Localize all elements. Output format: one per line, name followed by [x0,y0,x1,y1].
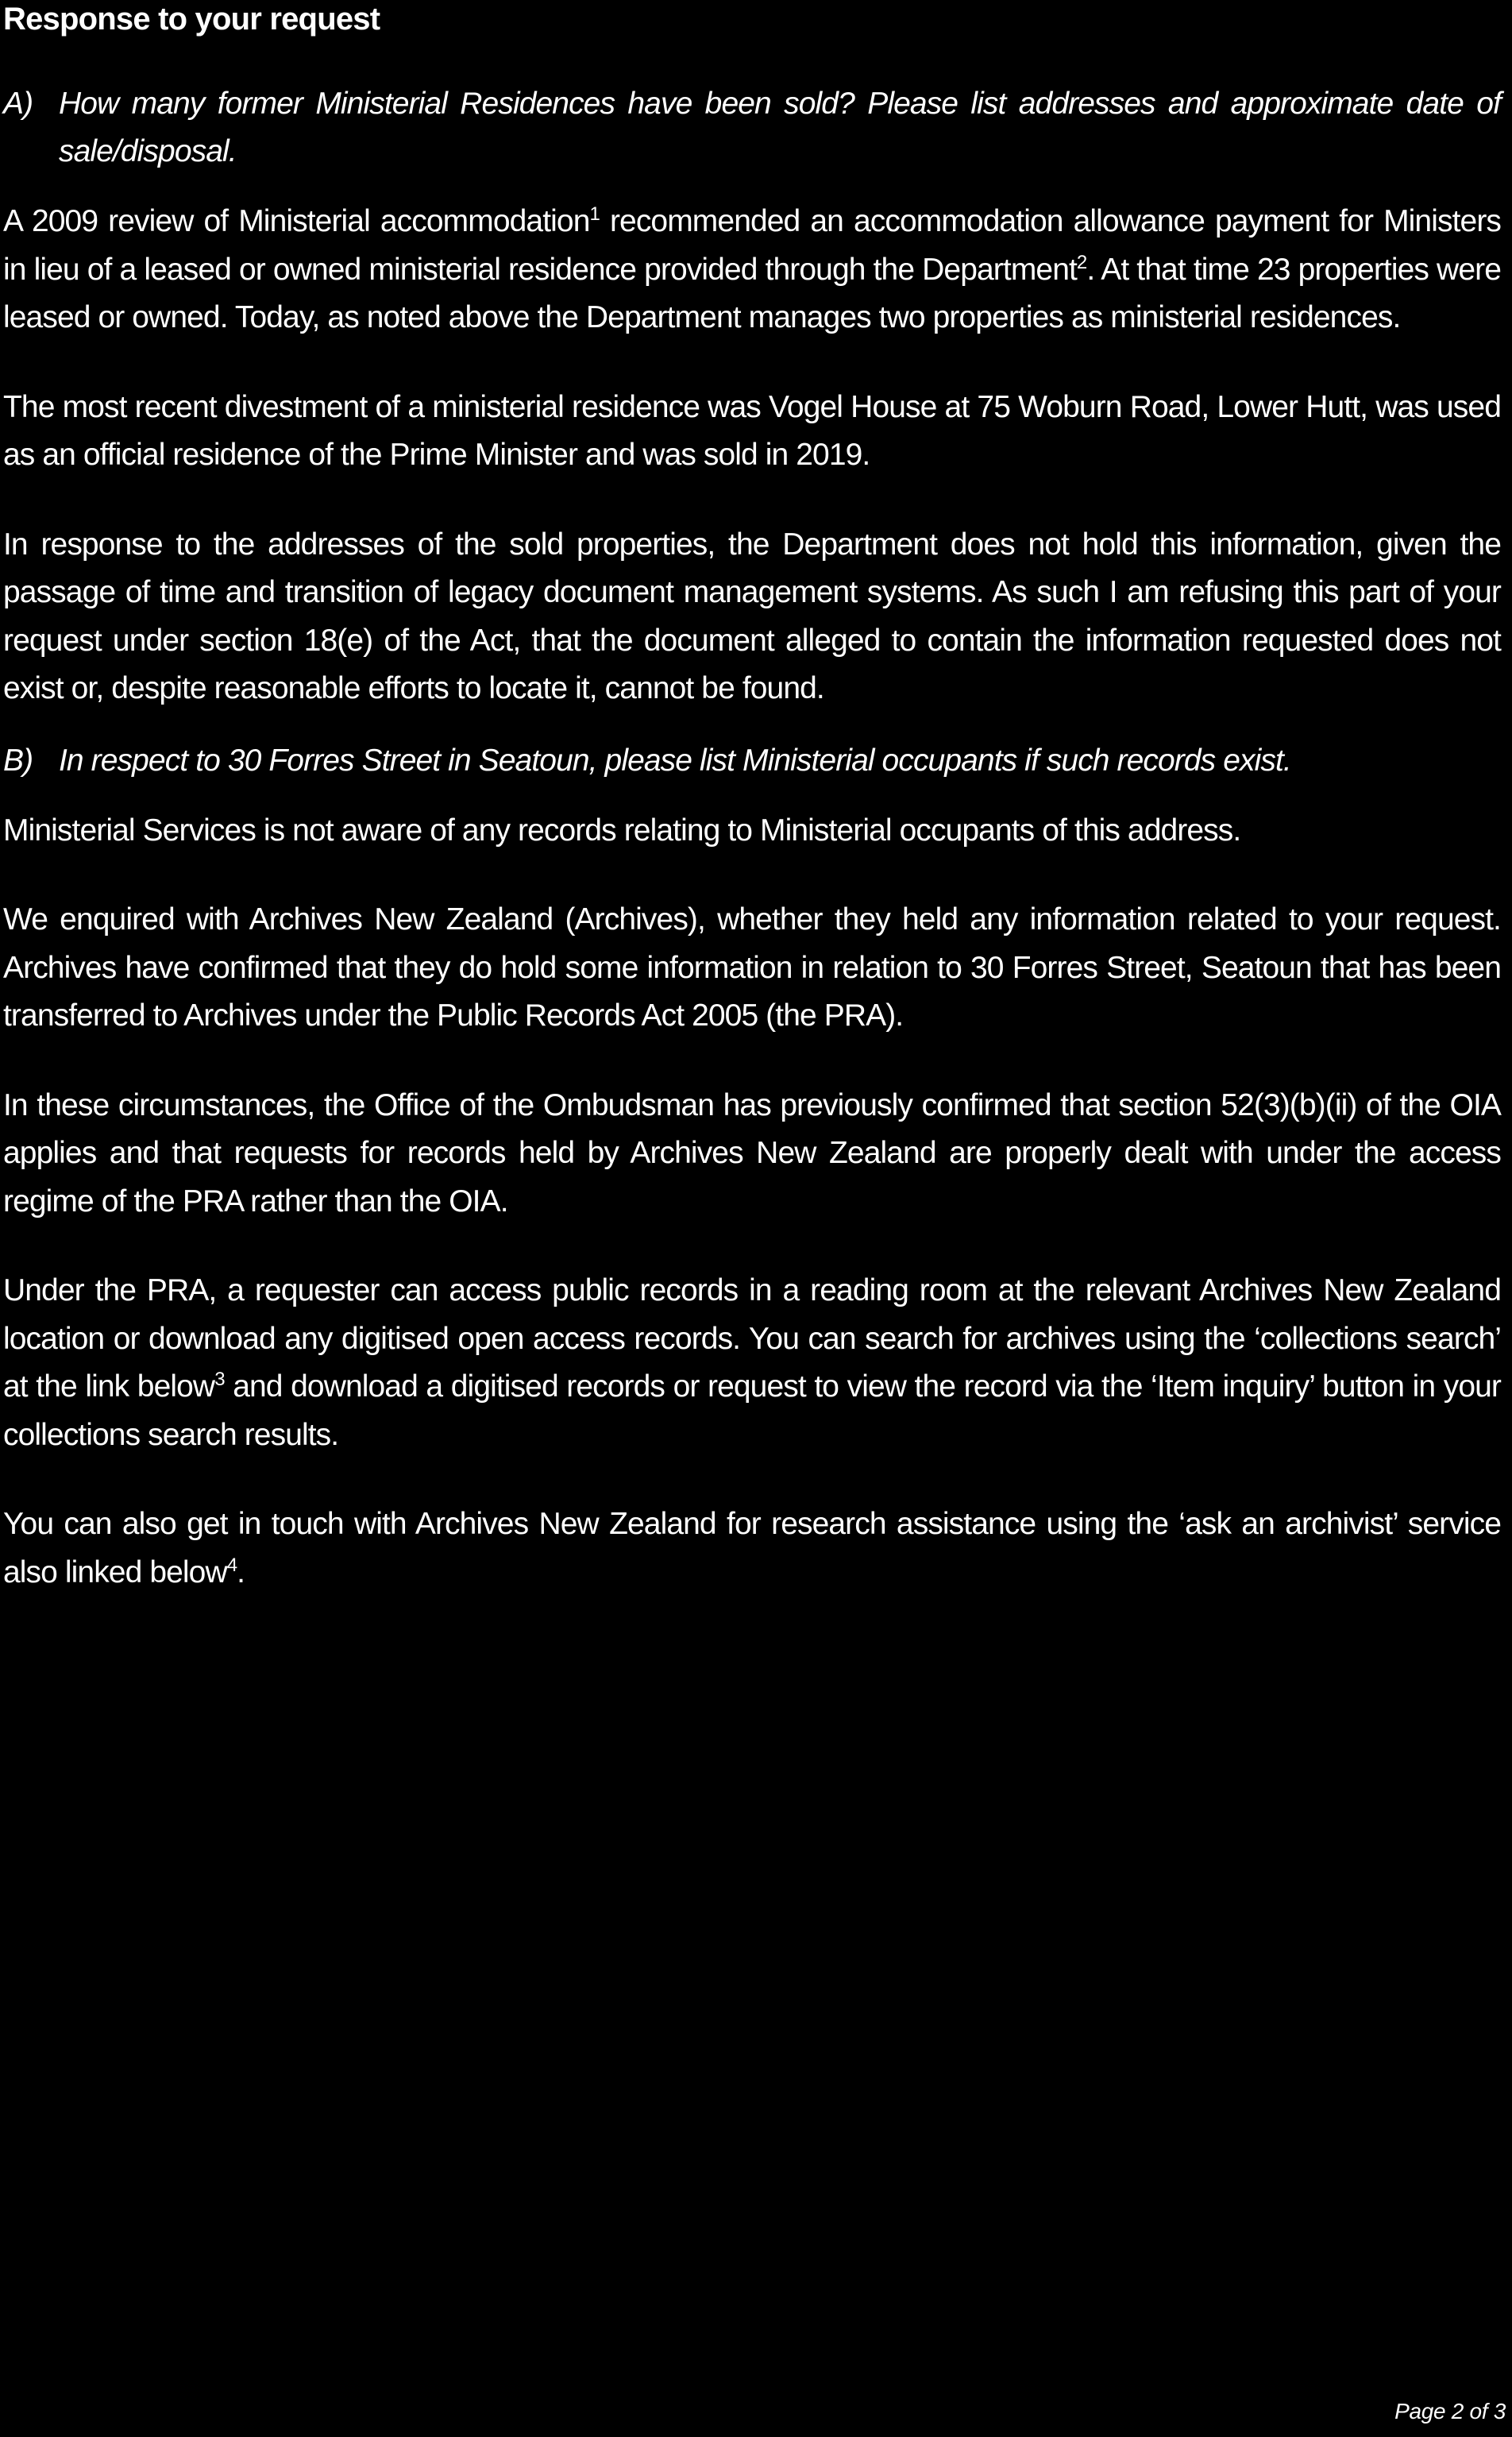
footnote-ref-2[interactable]: 2 [1076,251,1087,273]
page-number: Page 2 of 3 [1394,2399,1506,2423]
paragraph-refusal: In response to the addresses of the sold properties, the Department does not hold this information, given the passage of time and transition of legacy document management systems. As such I am refusing this part of your request under section 18(e) of the Act, that the document alleged to contain the information requested does not exist or, despite reasonable efforts to locate it, cannot be found. [3,527,1501,705]
paragraph-vogel-house: The most recent divestment of a ministerial residence was Vogel House at 75 Woburn Road, Lower Hutt, was used as an official residence of the Prime Minister and was sold in 2019. [3,389,1501,472]
question-a-label: A) [3,87,33,121]
question-b-label: B) [3,743,33,778]
question-b [3,737,1501,785]
paragraph-pra-access [3,1267,1501,1459]
paragraph-ask-archivist [3,1500,1501,1597]
text: A 2009 review of Ministerial accommodation [3,204,590,238]
question-a [3,80,1501,176]
question-b-text: In respect to 30 Forres Street in Seatoun, please list Ministerial occupants if such records exist. [59,743,1291,778]
footnote-ref-4[interactable]: 4 [226,1554,237,1576]
text: . [237,1555,245,1589]
section-heading: Response to your request [3,2,380,37]
question-a-text: How many former Ministerial Residences have been sold? Please list addresses and approximate date of sale/disposal. [59,87,1501,168]
paragraph-ombudsman: In these circumstances, the Office of the Ombudsman has previously confirmed that section 52(3)(b)(ii) of the OIA applies and that requests for records held by Archives New Zealand are properly dealt with under the access regime of the PRA rather than the OIA. [3,1087,1501,1218]
paragraph-review [3,198,1501,342]
text: . At that time 23 properties were leased or owned. Today, as noted above the Department manages two properties as ministerial residences. [3,252,1501,334]
text: You can also get in touch with Archives New Zealand for research assistance using the ‘ask an archivist’ service also linked below [3,1507,1501,1589]
paragraph-archives-enquiry: We enquired with Archives New Zealand (Archives), whether they held any information related to your request. Archives have confirmed that they do hold some information in relation to 30 Forres Street, Seatoun that has been transferred to Archives under the Public Records Act 2005 (the PRA). [3,902,1501,1033]
text: recommended an accommodation allowance payment for Ministers in lieu of a leased or owned ministerial residence provided through the Department [3,204,1502,287]
footnote-ref-3[interactable]: 3 [214,1369,225,1390]
text: Under the PRA, a requester can access public records in a reading room at the relevant Archives New Zealand location or download any digitised open access records. You can search for archives using the ‘collections search’ at the link below [3,1273,1501,1404]
footnote-ref-1[interactable]: 1 [589,203,600,225]
paragraph-ministerial-services: Ministerial Services is not aware of any records relating to Ministerial occupants of this address. [3,813,1241,848]
document-page [3,0,1501,1597]
text: and download a digitised records or request to view the record via the ‘Item inquiry’ button in your collections search results. [3,1369,1502,1452]
